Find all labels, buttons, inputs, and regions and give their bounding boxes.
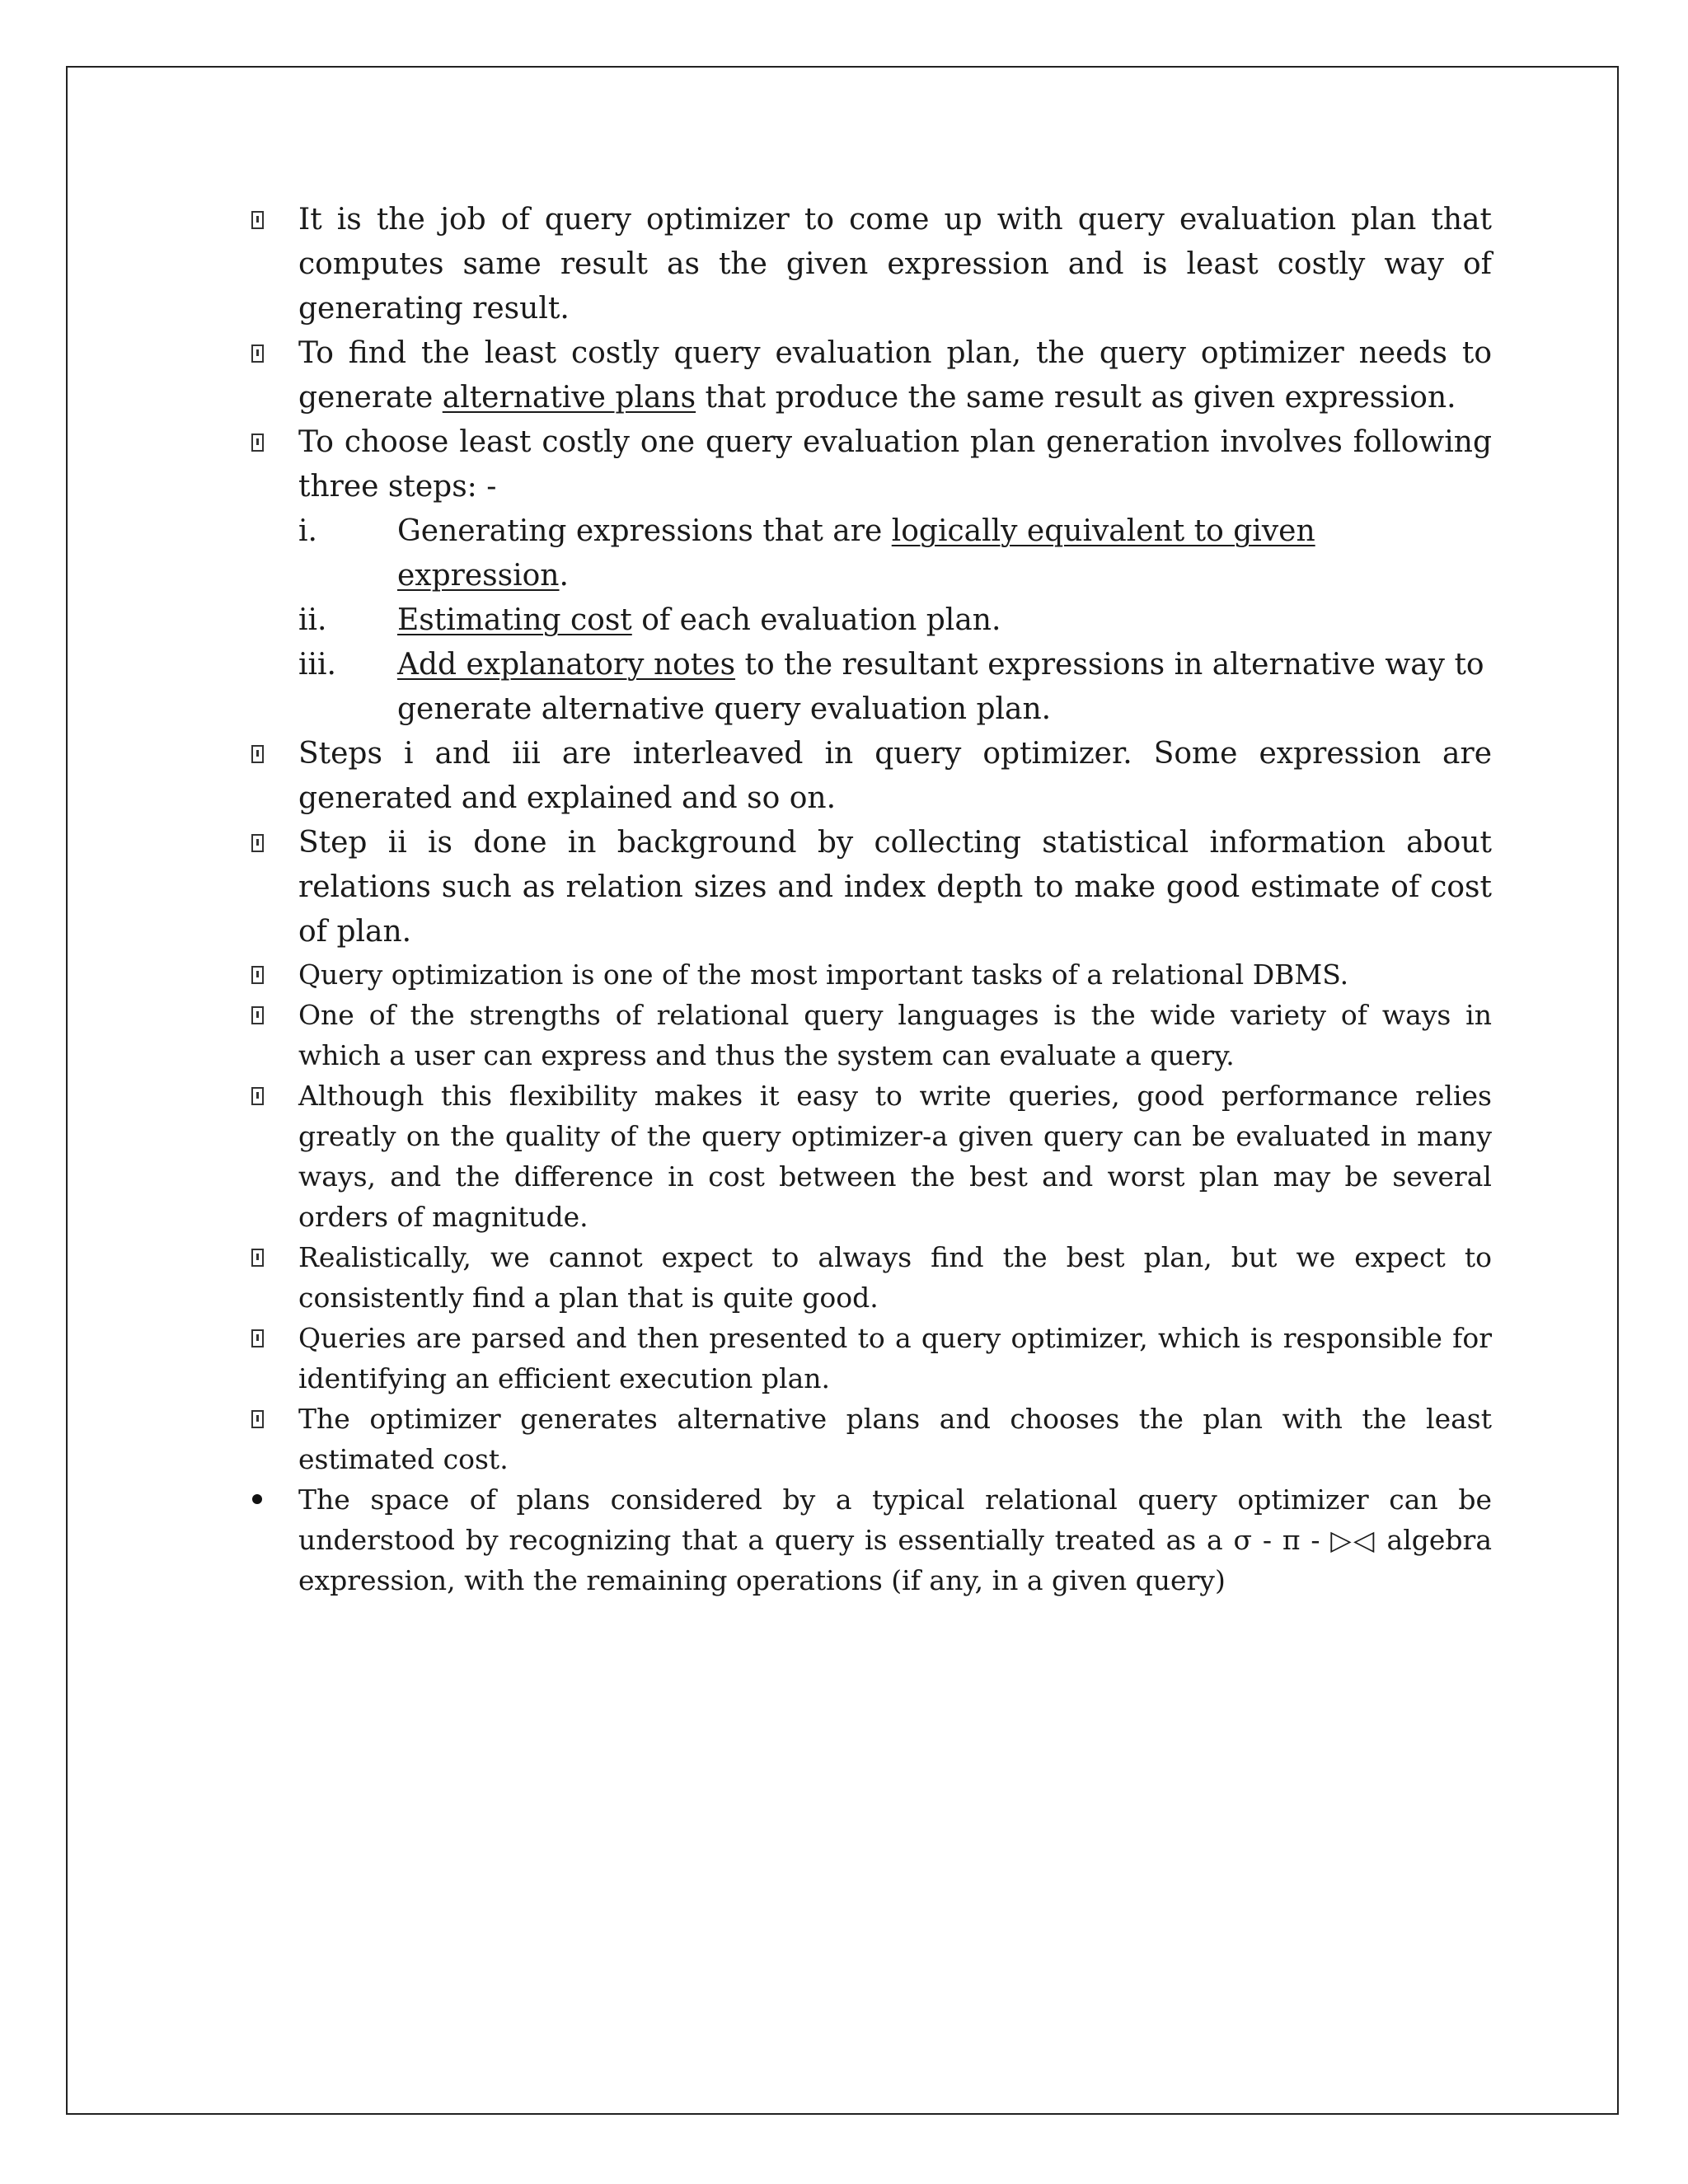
list-item-text: Query optimization is one of the most important tasks of a relational DBMS. — [298, 958, 1349, 991]
missing-glyph-box-icon — [247, 1076, 267, 1116]
step-text: to the resultant expressions in alternative way to generate alternative query evaluation plan. — [397, 648, 1484, 726]
list-item — [247, 420, 1492, 509]
list-item-text: The optimizer generates alternative plans and chooses the plan with the least estimated cost. — [298, 1403, 1492, 1475]
list-item-text: Realistically, we cannot expect to always find the best plan, but we expect to consistently find a plan that is quite good. — [298, 1241, 1492, 1314]
list-item-text: To find the least costly query evaluation plan, the query optimizer needs to generate — [298, 336, 1492, 415]
step-item — [247, 598, 1492, 643]
round-bullet-icon — [247, 1479, 267, 1520]
document-body — [247, 198, 1492, 1601]
missing-glyph-box-icon — [247, 198, 267, 242]
missing-glyph-box-icon — [247, 420, 267, 465]
missing-glyph-box-icon — [247, 1399, 267, 1439]
missing-glyph-box-icon — [247, 1237, 267, 1277]
list-item — [247, 198, 1492, 331]
list-item — [247, 732, 1492, 821]
list-item — [247, 1399, 1492, 1479]
underlined-term: Estimating cost — [397, 603, 632, 637]
missing-glyph-box-icon — [247, 331, 267, 376]
list-item-text: that produce the same result as given expression. — [696, 381, 1456, 415]
list-item-text: Queries are parsed and then presented to a query optimizer, which is responsible for identifying an efficient execution plan. — [298, 1322, 1492, 1394]
underlined-term: logically equivalent to given expression — [397, 514, 1315, 593]
list-item-text: It is the job of query optimizer to come up with query evaluation plan that computes same result as the given expression and is least costly way of generating result. — [298, 203, 1492, 326]
list-item-text: One of the strengths of relational query languages is the wide variety of ways in which a user can express and thus the system can evaluate a query. — [298, 999, 1492, 1071]
list-item — [247, 1237, 1492, 1318]
missing-glyph-box-icon — [247, 954, 267, 995]
step-item — [247, 643, 1492, 732]
step-text: . — [559, 559, 569, 593]
step-item — [247, 509, 1492, 598]
list-item — [247, 331, 1492, 420]
list-item-text: The space of plans considered by a typical relational query optimizer can be understood by recognizing that a query is essentially treated as a σ - π - ▷◁ algebra expression, with the remaining operations (if any, in a given query) — [298, 1483, 1492, 1596]
step-text: Generating expressions that are — [397, 514, 892, 548]
list-item-text: Step ii is done in background by collecting statistical information about relations such as relation sizes and index depth to make good estimate of cost of plan. — [298, 826, 1492, 949]
list-item — [247, 1076, 1492, 1237]
list-item-text: Although this flexibility makes it easy to write queries, good performance relies greatly on the quality of the query optimizer-a given query can be evaluated in many ways, and the difference in cost between the best and worst plan may be several orders of magnitude. — [298, 1080, 1492, 1233]
step-numeral: i. — [298, 514, 317, 548]
list-item — [247, 954, 1492, 995]
list-item — [247, 821, 1492, 954]
step-numeral: iii. — [298, 648, 336, 682]
list-item-text: To choose least costly one query evaluation plan generation involves following three steps: - — [298, 425, 1492, 504]
list-item — [247, 1479, 1492, 1601]
list-item — [247, 995, 1492, 1076]
missing-glyph-box-icon — [247, 821, 267, 865]
step-numeral: ii. — [298, 603, 327, 637]
missing-glyph-box-icon — [247, 732, 267, 776]
list-item-text: Steps i and iii are interleaved in query optimizer. Some expression are generated and explained and so on. — [298, 737, 1492, 815]
missing-glyph-box-icon — [247, 1318, 267, 1358]
missing-glyph-box-icon — [247, 995, 267, 1035]
underlined-term: alternative plans — [442, 381, 696, 415]
step-text: of each evaluation plan. — [631, 603, 1001, 637]
underlined-term: Add explanatory notes — [397, 648, 736, 682]
list-item — [247, 1318, 1492, 1399]
